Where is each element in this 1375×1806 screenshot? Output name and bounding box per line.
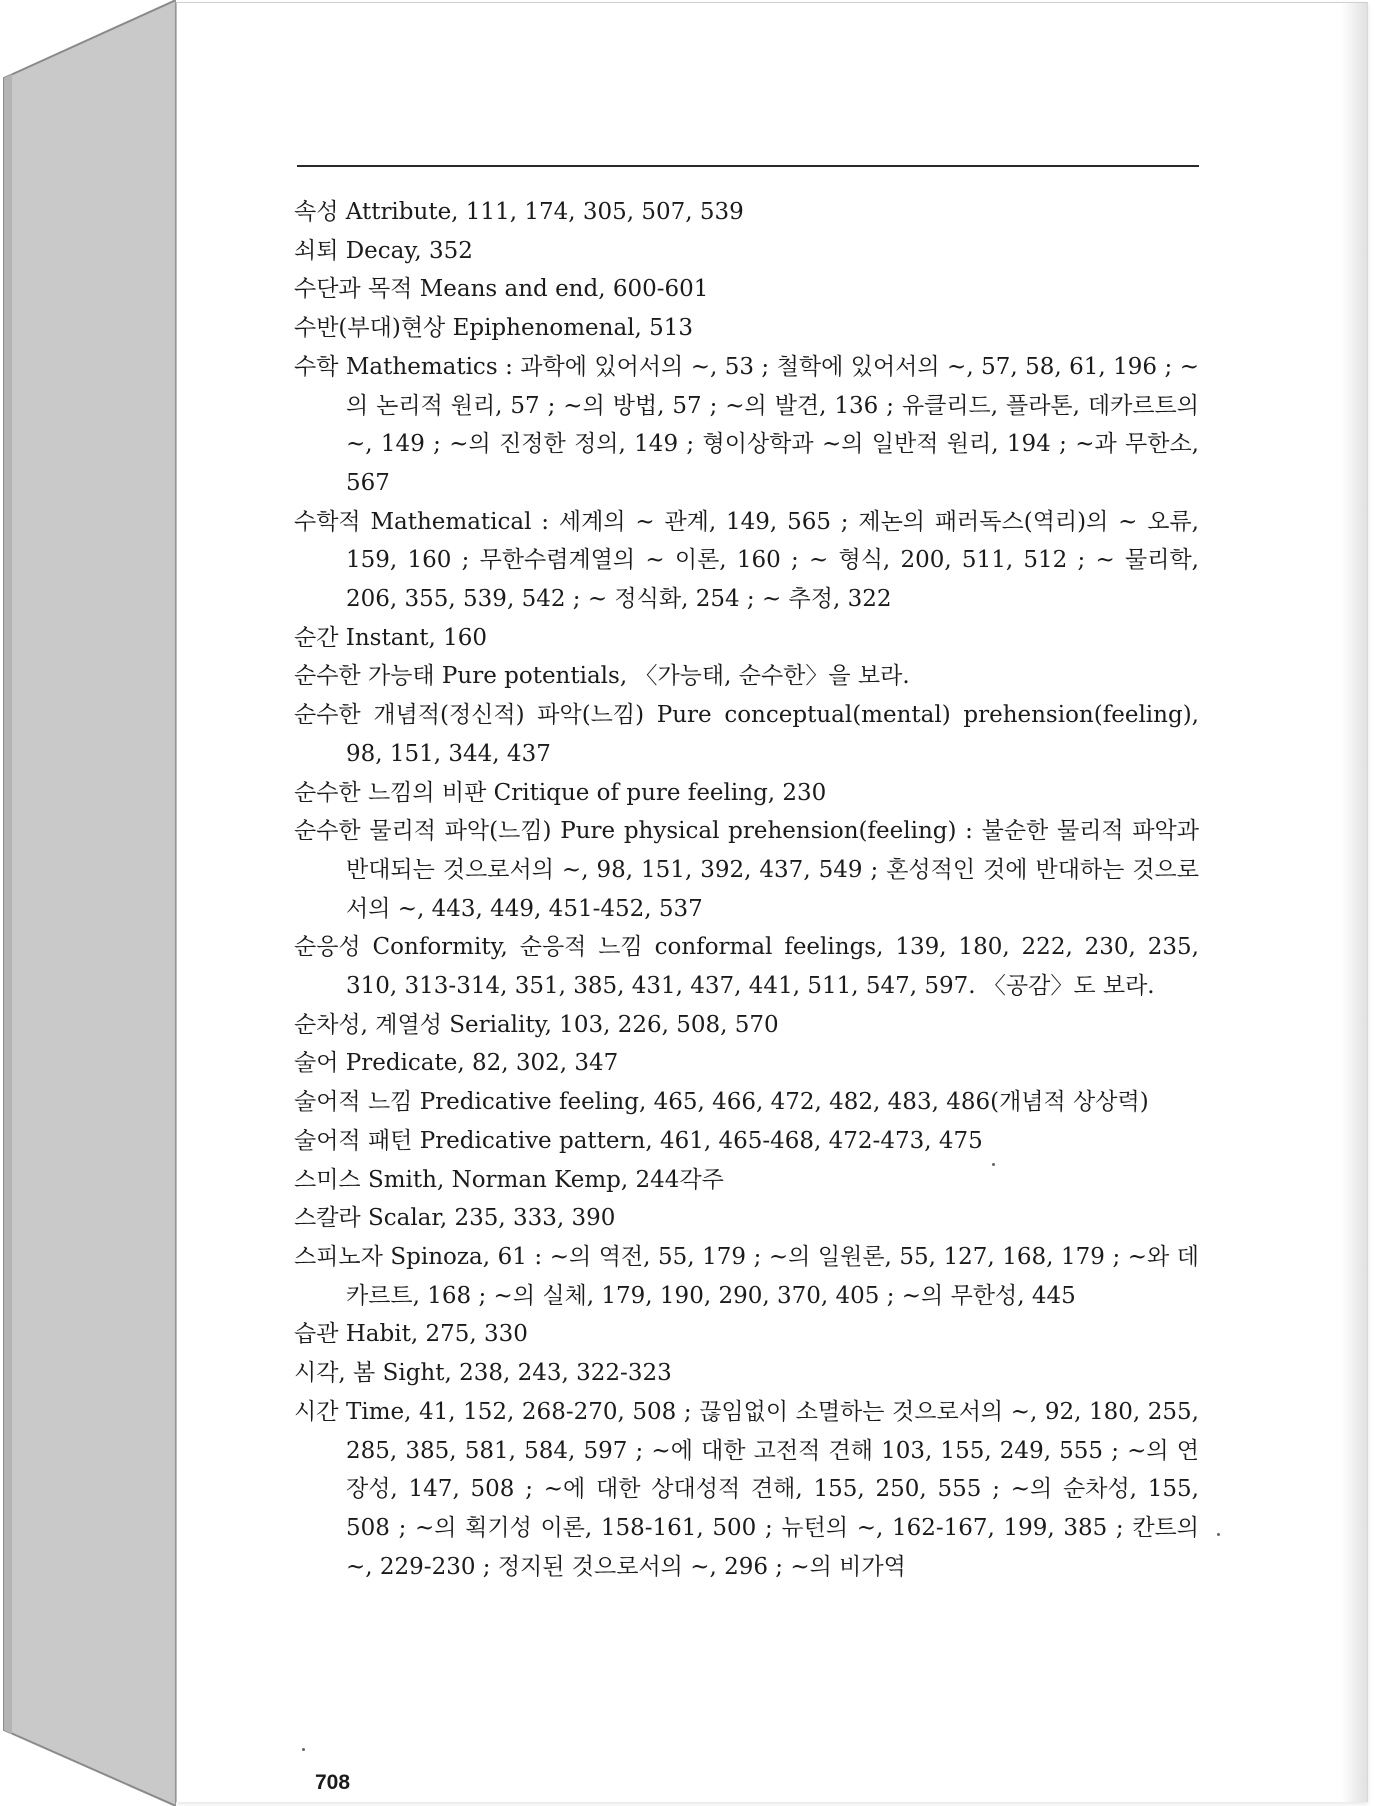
index-entry: 술어적 느낌 Predicative feeling, 465, 466, 472, 482, 483, 486(개념적 상상력)	[294, 1089, 1149, 1116]
speck	[1217, 1533, 1220, 1536]
page-number: 708	[315, 1771, 351, 1794]
index-entry: 스칼라 Scalar, 235, 333, 390	[294, 1205, 616, 1232]
index-entry: 시각, 봄 Sight, 238, 243, 322-323	[294, 1360, 672, 1387]
speck	[992, 1163, 995, 1166]
index-entry: 순차성, 계열성 Seriality, 103, 226, 508, 570	[294, 1011, 779, 1038]
index-entry: 순수한 물리적 파악(느낌) Pure physical prehension(feeling) : 불순한 물리적 파악과 반대되는 것으로서의 ~, 98, 151, 392, 437, 549 ; 혼성적인 것에 반대하는 것으로서의 ~, 443, 449, 451-452, 537	[294, 818, 1199, 922]
index-entry: 술어 Predicate, 82, 302, 347	[294, 1050, 619, 1077]
speck	[302, 1748, 305, 1751]
index-entry: 수단과 목적 Means and end, 600-601	[294, 276, 709, 303]
index-entry: 시간 Time, 41, 152, 268-270, 508 ; 끊임없이 소멸하는 것으로서의 ~, 92, 180, 255, 285, 385, 581, 584, 597 ; ~에 대한 고전적 견해 103, 155, 249, 555 ; ~의 연장성, 147, 508 ; ~에 대한 상대성적 견해, 155, 250, 555 ; ~의 순차성, 155, 508 ; ~의 획기성 이론, 158-161, 500 ; 뉴턴의 ~, 162-167, 199, 385 ; 칸트의 ~, 229-230 ; 정지된 것으로서의 ~, 296 ; ~의 비가역	[294, 1398, 1199, 1580]
index-entry: 순수한 가능태 Pure potentials, 〈가능태, 순수한〉을 보라.	[294, 663, 910, 690]
index-entry: 수학 Mathematics : 과학에 있어서의 ~, 53 ; 철학에 있어서의 ~, 57, 58, 61, 196 ; ~의 논리적 원리, 57 ; ~의 방법, 57 ; ~의 발견, 136 ; 유클리드, 플라톤, 데카르트의 ~, 149 ; ~의 진정한 정의, 149 ; 형이상학과 ~의 일반적 원리, 194 ; ~과 무한소, 567	[294, 353, 1199, 496]
index-entry: 순수한 개념적(정신적) 파악(느낌) Pure conceptual(mental) prehension(feeling), 98, 151, 344, 437	[294, 702, 1199, 767]
index-entry: 순간 Instant, 160	[294, 624, 487, 651]
index-entry: 수반(부대)현상 Epiphenomenal, 513	[294, 315, 694, 342]
index-entry: 스미스 Smith, Norman Kemp, 244각주	[294, 1166, 724, 1193]
header-rule	[297, 165, 1199, 167]
index-entry: 순수한 느낌의 비판 Critique of pure feeling, 230	[294, 779, 827, 806]
index-entry: 습관 Habit, 275, 330	[294, 1321, 528, 1348]
book-spine	[0, 0, 176, 1806]
page-edge-shadow	[1341, 3, 1367, 1802]
index-entry: 술어적 패턴 Predicative pattern, 461, 465-468, 472-473, 475	[294, 1127, 983, 1154]
index-entry: 속성 Attribute, 111, 174, 305, 507, 539	[294, 199, 744, 225]
index-entry: 쇠퇴 Decay, 352	[294, 237, 473, 264]
index-entry: 순응성 Conformity, 순응적 느낌 conformal feelings, 139, 180, 222, 230, 235, 310, 313-314, 351, 385, 431, 437, 441, 511, 547, 597. 〈공감〉도 보라.	[294, 934, 1199, 1000]
index-entry: 수학적 Mathematical : 세계의 ~ 관계, 149, 565 ; 제논의 패러독스(역리)의 ~ 오류, 159, 160 ; 무한수렴계열의 ~ 이론, 160 ; ~ 형식, 200, 511, 512 ; ~ 물리학, 206, 355, 539, 542 ; ~ 정식화, 254 ; ~ 추정, 322	[294, 508, 1199, 613]
book-page	[176, 2, 1368, 1802]
index-list	[294, 193, 1199, 1586]
index-entry: 스피노자 Spinoza, 61 : ~의 역전, 55, 179 ; ~의 일원론, 55, 127, 168, 179 ; ~와 데카르트, 168 ; ~의 실체, 179, 190, 290, 370, 405 ; ~의 무한성, 445	[294, 1243, 1199, 1309]
